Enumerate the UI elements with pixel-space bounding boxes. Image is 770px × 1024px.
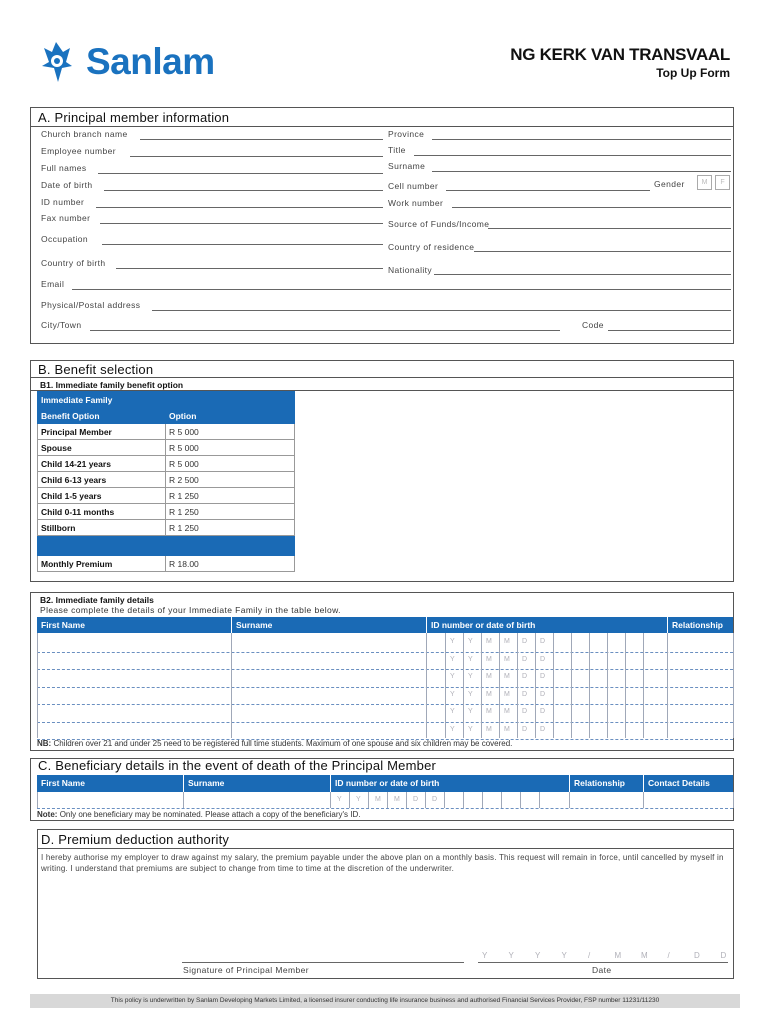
table-row[interactable] bbox=[38, 424, 295, 440]
benefit-value: R 5 000 bbox=[166, 456, 295, 472]
grid-column-line bbox=[445, 633, 446, 738]
source-funds-label: Source of Funds/Income bbox=[388, 219, 490, 229]
authority-text: I hereby authorise my employer to draw against my salary, the premium payable under the above plan on a monthly basis. This request will remain in force, until cancelled by myself in writing. I understand that premiums are subject to change from time to time at the discretion of the underwriter. bbox=[41, 853, 724, 873]
code-input[interactable] bbox=[608, 330, 731, 331]
date-placeholder: Y bbox=[450, 673, 455, 680]
benefit-label: Child 0-11 months bbox=[38, 504, 166, 520]
c-contact-header: Contact Details bbox=[644, 775, 733, 792]
table-row[interactable] bbox=[37, 652, 733, 653]
date-placeholder: Y bbox=[468, 638, 473, 645]
table-row[interactable] bbox=[38, 520, 295, 536]
note-text: Only one beneficiary may be nominated. Please attach a copy of the beneficiary's ID. bbox=[59, 810, 361, 819]
surname-input[interactable] bbox=[432, 171, 731, 172]
address-input[interactable] bbox=[152, 310, 731, 311]
id-number-input[interactable] bbox=[96, 207, 383, 208]
church-branch-label: Church branch name bbox=[41, 129, 128, 139]
nationality-input[interactable] bbox=[434, 274, 731, 275]
grid-column-line bbox=[444, 792, 445, 808]
grid-column-line bbox=[643, 633, 644, 738]
date-placeholder: Y bbox=[468, 673, 473, 680]
date-placeholder: Y bbox=[508, 951, 514, 960]
date-placeholder: Y bbox=[468, 690, 473, 698]
date-placeholder: M bbox=[504, 708, 510, 715]
date-placeholder: Y bbox=[450, 725, 455, 733]
grid-column-line bbox=[607, 633, 608, 738]
fax-label: Fax number bbox=[41, 213, 91, 223]
table-row[interactable] bbox=[37, 669, 733, 670]
benefit-label: Child 14-21 years bbox=[38, 456, 166, 472]
nationality-label: Nationality bbox=[388, 265, 433, 275]
table-row[interactable] bbox=[38, 472, 295, 488]
grid-column-line bbox=[231, 633, 232, 738]
b2-id-header: ID number or date of birth bbox=[427, 617, 667, 633]
sanlam-logo bbox=[36, 40, 241, 84]
date-placeholder: D bbox=[694, 951, 700, 960]
section-c-title: C. Beneficiary details in the event of death of the Principal Member bbox=[38, 758, 437, 773]
date-line[interactable] bbox=[478, 962, 728, 963]
date-placeholder: Y bbox=[356, 796, 361, 803]
full-names-input[interactable] bbox=[98, 173, 383, 174]
fax-input[interactable] bbox=[100, 223, 383, 224]
employee-number-label: Employee number bbox=[41, 146, 116, 156]
country-residence-input[interactable] bbox=[474, 251, 731, 252]
surname-label: Surname bbox=[388, 161, 426, 171]
date-placeholder: Y bbox=[450, 655, 455, 663]
date-placeholder: D bbox=[522, 638, 528, 645]
table-row[interactable] bbox=[38, 504, 295, 520]
source-funds-input[interactable] bbox=[488, 228, 731, 229]
grid-column-line bbox=[463, 792, 464, 808]
date-placeholder: D bbox=[540, 655, 546, 663]
grid-column-line bbox=[520, 792, 521, 808]
grid-column-line bbox=[501, 792, 502, 808]
c-surname-header: Surname bbox=[184, 775, 330, 792]
grid-column-line bbox=[589, 633, 590, 738]
province-label: Province bbox=[388, 129, 425, 139]
table-row[interactable] bbox=[37, 722, 733, 723]
date-placeholder: M bbox=[486, 673, 492, 680]
grid-column-line bbox=[733, 792, 734, 808]
date-placeholder: M bbox=[375, 796, 381, 803]
signature-label: Signature of Principal Member bbox=[183, 965, 309, 975]
code-label: Code bbox=[582, 320, 604, 330]
id-number-label: ID number bbox=[41, 197, 85, 207]
date-placeholder: Y bbox=[535, 951, 541, 960]
date-placeholder: D bbox=[540, 673, 546, 680]
grid-column-line bbox=[37, 633, 38, 738]
date-placeholder: Y bbox=[482, 951, 488, 960]
work-number-label: Work number bbox=[388, 198, 444, 208]
occupation-label: Occupation bbox=[41, 234, 88, 244]
brand-name: Sanlam bbox=[86, 41, 215, 82]
grid-column-line bbox=[539, 792, 540, 808]
c-note bbox=[37, 810, 361, 819]
table-row[interactable] bbox=[37, 687, 733, 688]
title-label: Title bbox=[388, 145, 406, 155]
form-header bbox=[510, 45, 730, 80]
date-placeholder: D bbox=[522, 708, 528, 715]
date-placeholder: / bbox=[588, 951, 591, 960]
date-placeholder: Y bbox=[450, 638, 455, 645]
date-placeholder: D bbox=[522, 725, 528, 733]
date-placeholder: Y bbox=[450, 708, 455, 715]
date-placeholder: D bbox=[540, 708, 546, 715]
grid-column-line bbox=[425, 792, 426, 808]
date-placeholder: M bbox=[504, 673, 510, 680]
date-placeholder: M bbox=[614, 951, 622, 960]
grid-column-line bbox=[37, 792, 38, 808]
grid-column-line bbox=[481, 633, 482, 738]
date-placeholder: M bbox=[486, 708, 492, 715]
nb-label: NB: bbox=[37, 739, 52, 748]
benefit-value: R 2 500 bbox=[166, 472, 295, 488]
date-placeholder: M bbox=[504, 725, 510, 733]
grid-column-line bbox=[625, 633, 626, 738]
date-placeholder: M bbox=[504, 690, 510, 698]
grid-column-line bbox=[183, 792, 184, 808]
grid-column-line bbox=[499, 633, 500, 738]
date-placeholder: Y bbox=[468, 725, 473, 733]
date-label: Date bbox=[592, 965, 612, 975]
work-number-input[interactable] bbox=[452, 207, 731, 208]
premium-row bbox=[38, 556, 295, 572]
b2-first-name-header: First Name bbox=[37, 617, 231, 633]
b2-relationship-header: Relationship bbox=[668, 617, 733, 633]
country-birth-input[interactable] bbox=[116, 268, 383, 269]
full-names-label: Full names bbox=[41, 163, 87, 173]
date-placeholder: Y bbox=[337, 796, 342, 803]
footer-disclaimer: This policy is underwritten by Sanlam Developing Markets Limited, a licensed insurer conducting life insurance business and authorised Financial Services Provider, FSP number 11231/11230 bbox=[30, 994, 740, 1008]
date-placeholder: D bbox=[540, 690, 546, 698]
date-placeholder: M bbox=[394, 796, 400, 803]
section-d-title: D. Premium deduction authority bbox=[41, 832, 230, 847]
benefit-value: R 1 250 bbox=[166, 504, 295, 520]
date-placeholder: Y bbox=[468, 708, 473, 715]
benefit-value: R 5 000 bbox=[166, 440, 295, 456]
address-label: Physical/Postal address bbox=[41, 300, 141, 310]
date-placeholder: M bbox=[504, 655, 510, 663]
benefit-value: R 5 000 bbox=[166, 424, 295, 440]
grid-column-line bbox=[330, 792, 331, 808]
table-row[interactable] bbox=[38, 456, 295, 472]
benefit-table bbox=[37, 391, 295, 572]
org-name: NG KERK VAN TRANSVAAL bbox=[510, 45, 730, 64]
table-row[interactable] bbox=[37, 808, 733, 809]
date-placeholder: M bbox=[641, 951, 648, 960]
note-label: Note: bbox=[37, 810, 58, 819]
nb-text: Children over 21 and under 25 need to be registered full time students. Maximum of one spouse and six children may be covered. bbox=[53, 739, 513, 748]
b2-surname-header: Surname bbox=[232, 617, 426, 633]
date-placeholder: D bbox=[540, 725, 546, 733]
section-a-title: A. Principal member information bbox=[38, 110, 230, 125]
grid-column-line bbox=[463, 633, 464, 738]
grid-column-line bbox=[733, 633, 734, 738]
benefit-label: Spouse bbox=[38, 440, 166, 456]
cell-input[interactable] bbox=[446, 190, 650, 191]
grid-column-line bbox=[349, 792, 350, 808]
grid-column-line bbox=[571, 633, 572, 738]
cell-label: Cell number bbox=[388, 181, 439, 191]
date-placeholder: Y bbox=[561, 951, 567, 960]
date-placeholder: M bbox=[486, 725, 492, 733]
divider bbox=[37, 848, 734, 849]
date-placeholder: M bbox=[504, 638, 510, 645]
benefit-label: Principal Member bbox=[38, 424, 166, 440]
grid-column-line bbox=[535, 633, 536, 738]
section-b2-box bbox=[30, 592, 734, 751]
premium-value: R 18.00 bbox=[166, 556, 295, 572]
date-placeholder: Y bbox=[450, 690, 455, 698]
occupation-input[interactable] bbox=[102, 244, 383, 245]
grid-column-line bbox=[482, 792, 483, 808]
option-col-header: Option bbox=[166, 408, 295, 424]
gender-label: Gender bbox=[654, 179, 685, 189]
form-name: Top Up Form bbox=[656, 66, 730, 80]
grid-column-line bbox=[667, 633, 668, 738]
sanlam-shield-icon bbox=[36, 40, 80, 84]
benefit-table-title: Immediate Family bbox=[38, 392, 295, 408]
city-label: City/Town bbox=[41, 320, 82, 330]
province-input[interactable] bbox=[432, 139, 731, 140]
church-branch-input[interactable] bbox=[140, 139, 383, 140]
dob-label: Date of birth bbox=[41, 180, 93, 190]
date-placeholder: / bbox=[667, 951, 670, 960]
grid-column-line bbox=[368, 792, 369, 808]
date-placeholder: D bbox=[413, 796, 419, 803]
gender-m-box[interactable]: M bbox=[697, 175, 712, 190]
c-relationship-header: Relationship bbox=[570, 775, 643, 792]
email-input[interactable] bbox=[72, 289, 731, 290]
benefit-col-header: Benefit Option bbox=[38, 408, 166, 424]
grid-column-line bbox=[553, 633, 554, 738]
signature-line[interactable] bbox=[182, 962, 464, 963]
date-placeholder: D bbox=[522, 673, 528, 680]
email-label: Email bbox=[41, 279, 65, 289]
table-row[interactable] bbox=[38, 440, 295, 456]
title-input[interactable] bbox=[414, 155, 731, 156]
benefit-label: Stillborn bbox=[38, 520, 166, 536]
city-input[interactable] bbox=[90, 330, 560, 331]
grid-column-line bbox=[517, 633, 518, 738]
benefit-value: R 1 250 bbox=[166, 520, 295, 536]
date-placeholder: D bbox=[522, 690, 528, 698]
employee-number-input[interactable] bbox=[130, 156, 383, 157]
country-birth-label: Country of birth bbox=[41, 258, 106, 268]
b2-subheading: Please complete the details of your Immediate Family in the table below. bbox=[40, 605, 341, 615]
benefit-label: Child 6-13 years bbox=[38, 472, 166, 488]
date-placeholder: D bbox=[522, 655, 528, 663]
grid-column-line bbox=[569, 792, 570, 808]
benefit-value: R 1 250 bbox=[166, 488, 295, 504]
divider bbox=[30, 377, 734, 378]
date-placeholder: D bbox=[432, 796, 438, 803]
date-placeholder: M bbox=[486, 638, 492, 645]
gender-f-box[interactable]: F bbox=[715, 175, 730, 190]
premium-label: Monthly Premium bbox=[38, 556, 166, 572]
divider bbox=[30, 126, 734, 127]
table-row[interactable] bbox=[38, 488, 295, 504]
grid-column-line bbox=[387, 792, 388, 808]
grid-column-line bbox=[426, 633, 427, 738]
b1-heading: B1. Immediate family benefit option bbox=[40, 380, 184, 390]
date-placeholder: M bbox=[486, 655, 492, 663]
c-first-name-header: First Name bbox=[37, 775, 183, 792]
dob-input[interactable] bbox=[104, 190, 383, 191]
benefit-label: Child 1-5 years bbox=[38, 488, 166, 504]
nb-note bbox=[37, 739, 512, 748]
section-b-title: B. Benefit selection bbox=[38, 362, 154, 377]
grid-column-line bbox=[406, 792, 407, 808]
table-row[interactable] bbox=[37, 704, 733, 705]
date-placeholder: D bbox=[720, 951, 727, 960]
b2-heading: B2. Immediate family details bbox=[40, 595, 154, 605]
date-placeholder: Y bbox=[468, 655, 473, 663]
c-id-header: ID number or date of birth bbox=[331, 775, 569, 792]
date-placeholder: D bbox=[540, 638, 546, 645]
grid-column-line bbox=[643, 792, 644, 808]
date-placeholder: M bbox=[486, 690, 492, 698]
country-residence-label: Country of residence bbox=[388, 242, 475, 252]
